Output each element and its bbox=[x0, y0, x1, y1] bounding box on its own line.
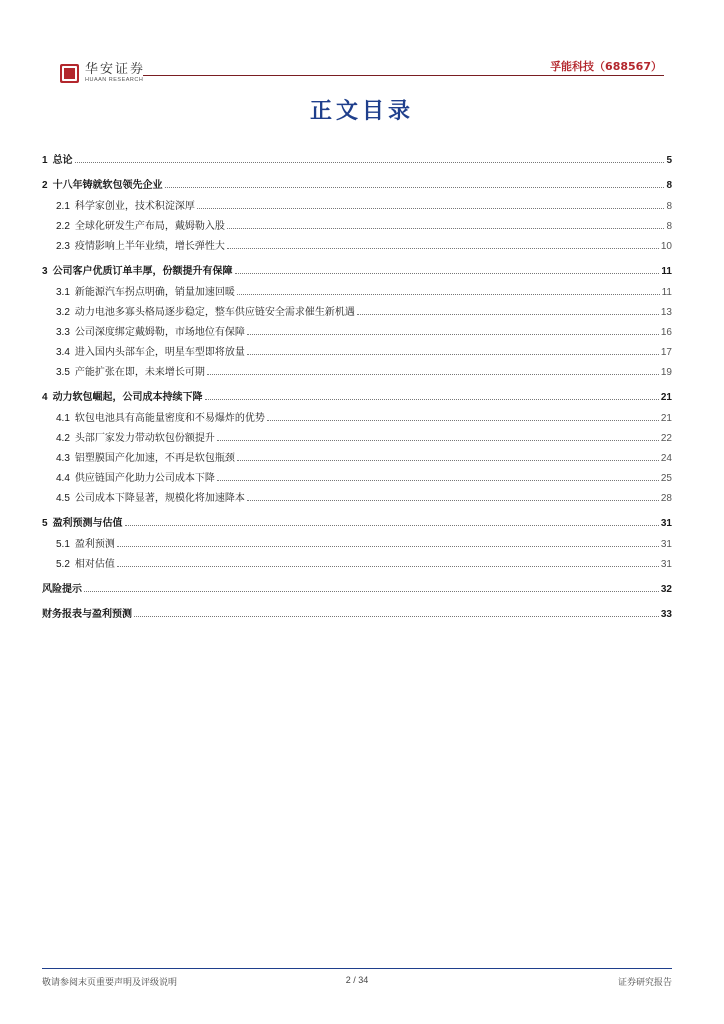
toc-entry[interactable] bbox=[42, 607, 672, 622]
toc-entry-title: 财务报表与盈利预测 bbox=[42, 609, 132, 620]
toc-entry-title: 盈利预测与估值 bbox=[52, 518, 123, 529]
toc-leader-dots bbox=[217, 440, 659, 441]
report-type: 证券研究报告 bbox=[617, 978, 672, 988]
toc-entry[interactable] bbox=[42, 390, 672, 405]
logo-name-cn: 华安证券 bbox=[85, 62, 146, 77]
page-title: 正文目录 bbox=[309, 98, 414, 124]
seal-icon bbox=[60, 64, 79, 83]
toc-entry-number: 4.1 bbox=[56, 413, 70, 424]
toc-leader-dots bbox=[247, 500, 659, 501]
toc-entry-page: 25 bbox=[660, 473, 672, 484]
toc-entry-page: 17 bbox=[660, 347, 672, 358]
toc-entry-number: 4.3 bbox=[56, 453, 70, 464]
toc-entry[interactable] bbox=[42, 153, 672, 168]
disclaimer-note: 敬请参阅末页重要声明及评级说明 bbox=[42, 978, 178, 988]
toc-leader-dots bbox=[247, 334, 659, 335]
toc-entry-page: 19 bbox=[660, 367, 672, 378]
page-total: 34 bbox=[358, 975, 369, 985]
toc-leader-dots bbox=[125, 525, 659, 526]
toc-entry-number: 4.5 bbox=[56, 493, 70, 504]
toc-entry-title: 产能扩张在即，未来增长可期 bbox=[74, 367, 205, 378]
toc-entry-title: 铝塑膜国产化加速，不再是软包瓶颈 bbox=[74, 453, 235, 464]
toc-entry-title: 科学家创业，技术积淀深厚 bbox=[74, 201, 195, 212]
toc-leader-dots bbox=[237, 460, 659, 461]
page-current: 2 bbox=[345, 975, 351, 985]
toc-entry-number: 2.3 bbox=[56, 241, 70, 252]
toc-entry[interactable] bbox=[42, 557, 672, 572]
toc-entry[interactable] bbox=[42, 239, 672, 254]
toc-entry-page: 5 bbox=[666, 155, 672, 166]
toc-leader-dots bbox=[117, 546, 659, 547]
toc-entry-number: 5.1 bbox=[56, 539, 70, 550]
toc-entry-title: 总论 bbox=[52, 155, 73, 166]
toc-entry-page: 8 bbox=[666, 180, 672, 191]
toc-entry-page: 13 bbox=[660, 307, 672, 318]
toc-entry-title: 新能源汽车拐点明确，销量加速回暖 bbox=[74, 287, 235, 298]
company-ticker: 孚能科技（688567） bbox=[550, 60, 662, 73]
page-number: 2 / 34 bbox=[345, 975, 369, 985]
toc-entry-page: 31 bbox=[660, 518, 672, 529]
toc-entry-title: 供应链国产化助力公司成本下降 bbox=[74, 473, 215, 484]
toc-entry-number: 1 bbox=[42, 155, 48, 166]
toc-entry-number: 3.5 bbox=[56, 367, 70, 378]
toc-entry[interactable] bbox=[42, 537, 672, 552]
header-divider bbox=[143, 75, 664, 76]
toc-entry-title: 头部厂家发力带动软包份额提升 bbox=[74, 433, 215, 444]
toc-leader-dots bbox=[84, 591, 659, 592]
toc-entry-number: 3.4 bbox=[56, 347, 70, 358]
logo-name-en: HUAAN RESEARCH bbox=[85, 77, 144, 83]
toc-entry-number: 4 bbox=[42, 392, 48, 403]
toc-entry-number: 2.2 bbox=[56, 221, 70, 232]
table-of-contents bbox=[42, 153, 672, 622]
toc-entry-number: 2 bbox=[42, 180, 48, 191]
toc-entry-number: 3.1 bbox=[56, 287, 70, 298]
toc-entry-number: 5.2 bbox=[56, 559, 70, 570]
toc-entry[interactable] bbox=[42, 345, 672, 360]
toc-entry-page: 10 bbox=[660, 241, 672, 252]
toc-entry[interactable] bbox=[42, 471, 672, 486]
toc-entry-page: 16 bbox=[660, 327, 672, 338]
toc-leader-dots bbox=[237, 294, 660, 295]
toc-entry[interactable] bbox=[42, 285, 672, 300]
toc-leader-dots bbox=[165, 187, 665, 188]
toc-leader-dots bbox=[134, 616, 659, 617]
toc-entry[interactable] bbox=[42, 219, 672, 234]
toc-entry-number: 2.1 bbox=[56, 201, 70, 212]
toc-entry-page: 33 bbox=[660, 609, 672, 620]
toc-entry-page: 22 bbox=[660, 433, 672, 444]
toc-leader-dots bbox=[227, 248, 659, 249]
toc-entry-number: 5 bbox=[42, 518, 48, 529]
toc-entry[interactable] bbox=[42, 431, 672, 446]
toc-entry-title: 进入国内头部车企，明星车型即将放量 bbox=[74, 347, 245, 358]
toc-entry-title: 十八年铸就软包领先企业 bbox=[52, 180, 163, 191]
toc-entry-number: 3.2 bbox=[56, 307, 70, 318]
toc-entry-page: 28 bbox=[660, 493, 672, 504]
toc-entry-title: 全球化研发生产布局，戴姆勒入股 bbox=[74, 221, 225, 232]
toc-leader-dots bbox=[197, 208, 665, 209]
toc-entry-title: 盈利预测 bbox=[74, 539, 115, 550]
toc-leader-dots bbox=[217, 480, 659, 481]
company-logo bbox=[60, 63, 145, 84]
toc-entry-number: 4.2 bbox=[56, 433, 70, 444]
toc-entry[interactable] bbox=[42, 491, 672, 506]
toc-leader-dots bbox=[117, 566, 659, 567]
toc-entry-title: 动力软包崛起，公司成本持续下降 bbox=[52, 392, 203, 403]
toc-leader-dots bbox=[267, 420, 659, 421]
toc-entry-page: 11 bbox=[661, 266, 672, 277]
toc-leader-dots bbox=[247, 354, 659, 355]
toc-entry-page: 8 bbox=[666, 221, 672, 232]
toc-entry-page: 21 bbox=[660, 413, 672, 424]
toc-leader-dots bbox=[235, 273, 660, 274]
toc-entry-title: 疫情影响上半年业绩，增长弹性大 bbox=[74, 241, 225, 252]
toc-entry-title: 公司客户优质订单丰厚，份额提升有保障 bbox=[52, 266, 233, 277]
toc-entry[interactable] bbox=[42, 199, 672, 214]
toc-leader-dots bbox=[227, 228, 665, 229]
toc-entry-title: 动力电池多寡头格局逐步稳定，整车供应链安全需求催生新机遇 bbox=[74, 307, 355, 318]
toc-leader-dots bbox=[207, 374, 659, 375]
toc-entry-title: 公司成本下降显著，规模化将加速降本 bbox=[74, 493, 245, 504]
toc-entry-page: 32 bbox=[660, 584, 672, 595]
toc-entry-page: 21 bbox=[660, 392, 672, 403]
toc-leader-dots bbox=[75, 162, 665, 163]
toc-entry[interactable] bbox=[42, 365, 672, 380]
toc-entry[interactable] bbox=[42, 411, 672, 426]
toc-entry[interactable] bbox=[42, 178, 672, 193]
toc-entry[interactable] bbox=[42, 451, 672, 466]
toc-entry-number: 3 bbox=[42, 266, 48, 277]
toc-entry-page: 24 bbox=[660, 453, 672, 464]
toc-entry-page: 31 bbox=[660, 539, 672, 550]
toc-entry[interactable] bbox=[42, 325, 672, 340]
toc-entry-page: 31 bbox=[660, 559, 672, 570]
toc-entry[interactable] bbox=[42, 305, 672, 320]
footer-divider bbox=[42, 968, 672, 969]
toc-entry-title: 相对估值 bbox=[74, 559, 115, 570]
toc-entry-title: 公司深度绑定戴姆勒，市场地位有保障 bbox=[74, 327, 245, 338]
toc-entry[interactable] bbox=[42, 264, 672, 279]
toc-entry[interactable] bbox=[42, 516, 672, 531]
toc-entry-title: 风险提示 bbox=[42, 584, 82, 595]
toc-entry-page: 11 bbox=[661, 287, 672, 298]
toc-entry-page: 8 bbox=[666, 201, 672, 212]
toc-leader-dots bbox=[205, 399, 659, 400]
toc-entry-number: 3.3 bbox=[56, 327, 70, 338]
toc-entry[interactable] bbox=[42, 582, 672, 597]
toc-entry-title: 软包电池具有高能量密度和不易爆炸的优势 bbox=[74, 413, 265, 424]
toc-entry-number: 4.4 bbox=[56, 473, 70, 484]
toc-leader-dots bbox=[357, 314, 659, 315]
